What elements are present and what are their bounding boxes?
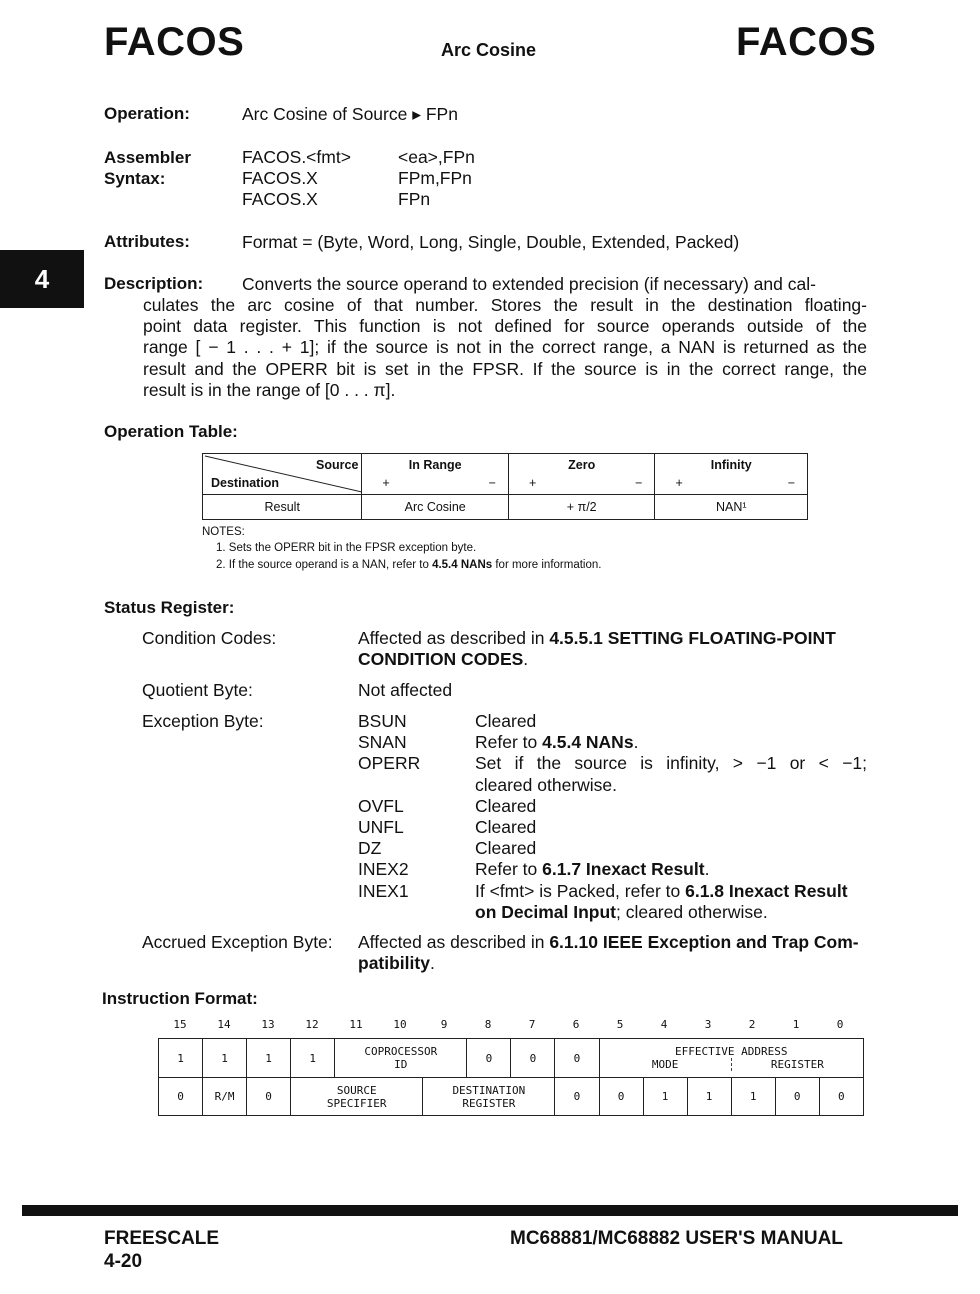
operation-table-label: Operation Table: — [104, 422, 238, 441]
syntax-operands: <ea>,FPn — [398, 147, 475, 167]
assembler-label: Assembler Syntax: — [104, 148, 191, 188]
accrued-exception-text: Affected as described in 6.1.10 IEEE Exception and Trap Com- patibility. — [358, 932, 859, 974]
bit-number: 11 — [349, 1018, 363, 1031]
cell-infinity: NAN¹ — [655, 495, 808, 520]
instruction-format-table — [158, 1038, 864, 1116]
operation-table — [202, 453, 808, 520]
exception-byte-label: Exception Byte: — [142, 711, 264, 731]
bit-0-cell: 0 — [819, 1078, 863, 1116]
description-body: culates the arc cosine of that number. Stores the result in the destination floating- point data register. This function is not defined for source operands outside of the range [ − 1 . . . + 1]; if the source is not in the correct range, a NAN is returned as the result and the OPERR bit is set in the FPSR. If the source is in the correct range, the result is in the range of [0 . . . π]. — [143, 295, 867, 400]
bit-number: 13 — [261, 1018, 275, 1031]
bit-15-cell: 0 — [159, 1078, 203, 1116]
exception-names: BSUN SNAN OPERR OVFL UNFL DZ INEX2 INEX1 — [358, 711, 421, 901]
footer-rule — [22, 1205, 958, 1216]
right-title: FACOS — [736, 20, 877, 64]
bit-15-cell: 1 — [159, 1039, 203, 1078]
bit-13-cell: 1 — [247, 1039, 291, 1078]
status-register-label: Status Register: — [104, 598, 235, 617]
bit-7-cell: 0 — [511, 1039, 555, 1078]
bit-1-cell: 0 — [775, 1078, 819, 1116]
quotient-byte-text: Not affected — [358, 680, 453, 700]
notes-label: NOTES: — [202, 526, 245, 538]
operation-label: Operation: — [104, 104, 190, 123]
center-title: Arc Cosine — [441, 40, 537, 60]
bit-number: 12 — [305, 1018, 319, 1031]
bit-number: 4 — [660, 1018, 668, 1031]
syntax-mnemonic: FACOS.X — [242, 189, 318, 210]
left-title: FACOS — [104, 20, 245, 64]
bit-4-cell: 1 — [643, 1078, 687, 1116]
destination-register-field: DESTINATION REGISTER — [423, 1078, 555, 1116]
bit-number: 8 — [484, 1018, 492, 1031]
attributes-text: Format = (Byte, Word, Long, Single, Double, Extended, Packed) — [242, 232, 740, 252]
instruction-format-label: Instruction Format: — [102, 989, 258, 1008]
corner-source: Source — [316, 458, 359, 472]
source-specifier-field: SOURCE SPECIFIER — [291, 1078, 423, 1116]
attributes-label: Attributes: — [104, 232, 190, 251]
description-line: Converts the source operand to extended precision (if necessary) and cal- — [242, 274, 816, 294]
condition-codes-label: Condition Codes: — [142, 628, 277, 648]
cell-in-range: Arc Cosine — [362, 495, 509, 520]
bit-number: 7 — [528, 1018, 536, 1031]
bit-number: 6 — [572, 1018, 580, 1031]
col-infinity: Infinity + − — [655, 454, 808, 495]
quotient-byte-label: Quotient Byte: — [142, 680, 253, 700]
description-label: Description: — [104, 274, 204, 293]
exception-descriptions: Cleared Refer to 4.5.4 NANs. Set if the source is infinity, > −1 or < −1; cleared otherwise. Cleared Cleared Cleared Refer to 6.1.7 Inexact Result. If <fmt> is Packed, refer to 6.1.8 Inexact Result on Decimal Input; cleared otherwise. — [475, 711, 867, 922]
assembler-operands — [398, 147, 475, 211]
bit-number: 0 — [836, 1018, 844, 1031]
syntax-mnemonic: FACOS.<fmt> — [242, 147, 351, 167]
bit-number: 2 — [748, 1018, 756, 1031]
bit-number: 14 — [217, 1018, 231, 1031]
assembler-mnemonics — [242, 147, 351, 211]
bit-numbers — [0, 1018, 980, 1032]
bit-number: 15 — [173, 1018, 187, 1031]
note-1: 1. Sets the OPERR bit in the FPSR exception byte. — [216, 542, 477, 554]
condition-codes-text: Affected as described in 4.5.5.1 SETTING FLOATING-POINT CONDITION CODES. — [358, 628, 836, 670]
corner-cell — [203, 454, 362, 495]
row-label-result: Result — [203, 495, 362, 520]
syntax-operands: FPn — [398, 189, 431, 210]
bit-6-cell: 0 — [555, 1039, 599, 1078]
bit-number: 5 — [616, 1018, 624, 1031]
col-in-range: In Range + − — [362, 454, 509, 495]
footer-company: FREESCALE — [104, 1228, 220, 1249]
bit-12-cell: 1 — [291, 1039, 335, 1078]
chapter-tab-marker: 4 — [0, 250, 84, 308]
cell-zero: + π/2 — [508, 495, 655, 520]
footer-page-number: 4-20 — [104, 1251, 143, 1272]
bit-2-cell: 1 — [731, 1078, 775, 1116]
bit-8-cell: 0 — [467, 1039, 511, 1078]
coprocessor-id-field: COPROCESSOR ID — [335, 1039, 467, 1078]
note-2: 2. If the source operand is a NAN, refer to 4.5.4 NANs for more information. — [216, 559, 602, 571]
bit-number: 1 — [792, 1018, 800, 1031]
bit-number: 10 — [393, 1018, 407, 1031]
bit-number: 9 — [440, 1018, 448, 1031]
bit-14-cell: 1 — [203, 1039, 247, 1078]
footer-manual-title: MC68881/MC68882 USER'S MANUAL — [510, 1228, 843, 1249]
bit-13-cell: 0 — [247, 1078, 291, 1116]
bit-5-cell: 0 — [599, 1078, 643, 1116]
bit-3-cell: 1 — [687, 1078, 731, 1116]
bit-number: 3 — [704, 1018, 712, 1031]
effective-address-field: EFFECTIVE ADDRESS MODE REGISTER — [599, 1039, 864, 1078]
rm-bit-cell: R/M — [203, 1078, 247, 1116]
col-zero: Zero + − — [508, 454, 655, 495]
accrued-exception-label: Accrued Exception Byte: — [142, 932, 333, 952]
syntax-mnemonic: FACOS.X — [242, 168, 318, 189]
corner-destination: Destination — [211, 476, 280, 490]
operation-text: Arc Cosine of Source ▸ FPn — [242, 104, 458, 124]
bit-6-cell: 0 — [555, 1078, 599, 1116]
syntax-operands: FPm,FPn — [398, 168, 472, 189]
